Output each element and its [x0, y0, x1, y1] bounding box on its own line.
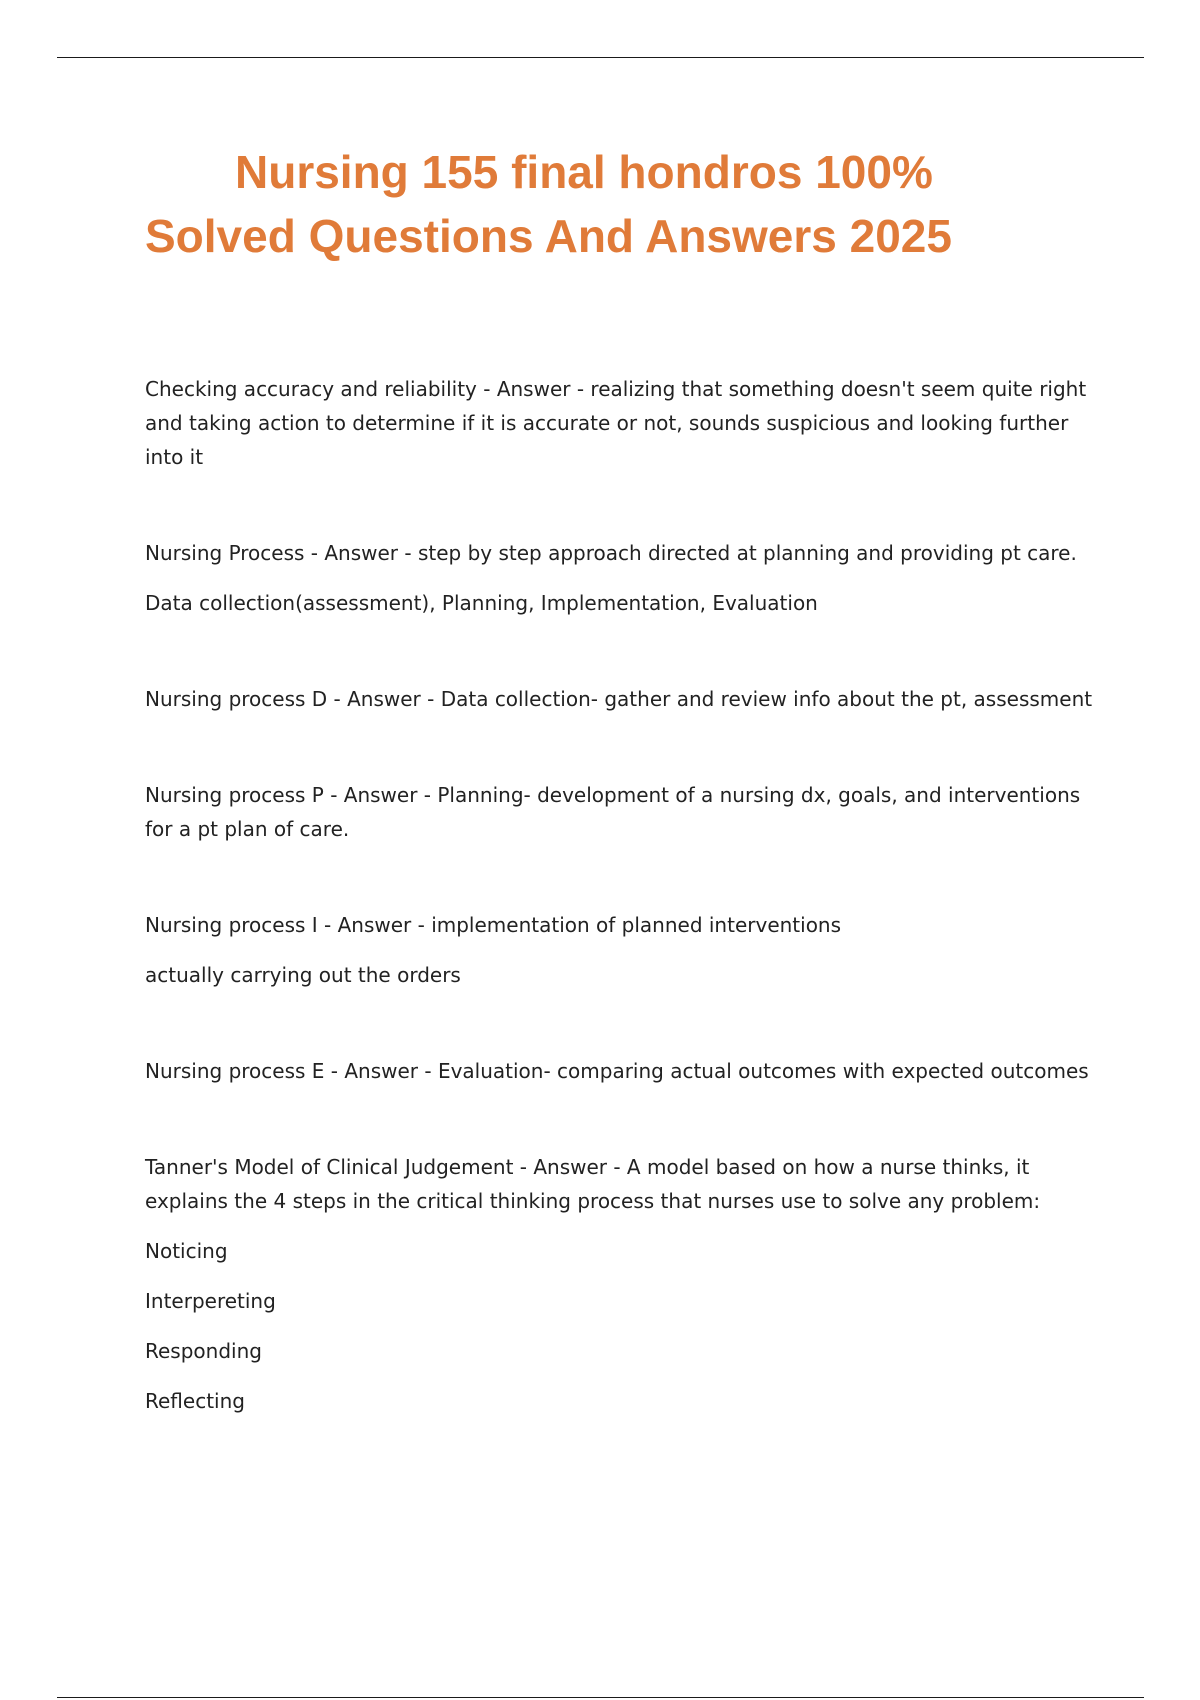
title-line-1: Nursing 155 final hondros 100%: [235, 146, 933, 198]
list-item-noticing: Noticing: [145, 1239, 228, 1263]
qa-paragraph: Nursing process E - Answer - Evaluation- comparing actual outcomes with expected outcomes: [145, 1059, 1089, 1083]
qa-entry: [145, 682, 1100, 716]
qa-paragraph: Checking accuracy and reliability - Answer - realizing that something doesn't seem quite right and taking action to determine if it is accurate or not, sounds suspicious and looking further into it: [145, 377, 1087, 469]
qa-entry: [145, 1150, 1100, 1418]
qa-paragraph: Data collection(assessment), Planning, Implementation, Evaluation: [145, 591, 818, 615]
document-body: [145, 372, 1100, 1418]
qa-entry: [145, 372, 1100, 474]
qa-paragraph: Tanner's Model of Clinical Judgement - Answer - A model based on how a nurse thinks, it explains the 4 steps in the critical thinking process that nurses use to solve any problem:: [145, 1155, 1041, 1213]
qa-entry: [145, 536, 1100, 620]
qa-paragraph: actually carrying out the orders: [145, 963, 461, 987]
qa-paragraph: Nursing process D - Answer - Data collection- gather and review info about the pt, assessment: [145, 687, 1093, 711]
qa-entry: [145, 908, 1100, 992]
list-item-responding: Responding: [145, 1339, 262, 1363]
qa-paragraph: Nursing process I - Answer - implementation of planned interventions: [145, 913, 842, 937]
qa-paragraph: Nursing process P - Answer - Planning- development of a nursing dx, goals, and interventions for a pt plan of care.: [145, 783, 1081, 841]
qa-entry: [145, 778, 1100, 846]
qa-entry: [145, 1054, 1100, 1088]
document-title: [145, 140, 1065, 268]
qa-paragraph: Nursing Process - Answer - step by step approach directed at planning and providing pt care.: [145, 541, 1077, 565]
title-line-2: Solved Questions And Answers 2025: [145, 210, 952, 262]
list-item-reflecting: Reflecting: [145, 1389, 245, 1413]
top-rule: [57, 57, 1144, 58]
list-item-interpreting: Interpereting: [145, 1289, 276, 1313]
bottom-rule: [57, 1697, 1144, 1698]
